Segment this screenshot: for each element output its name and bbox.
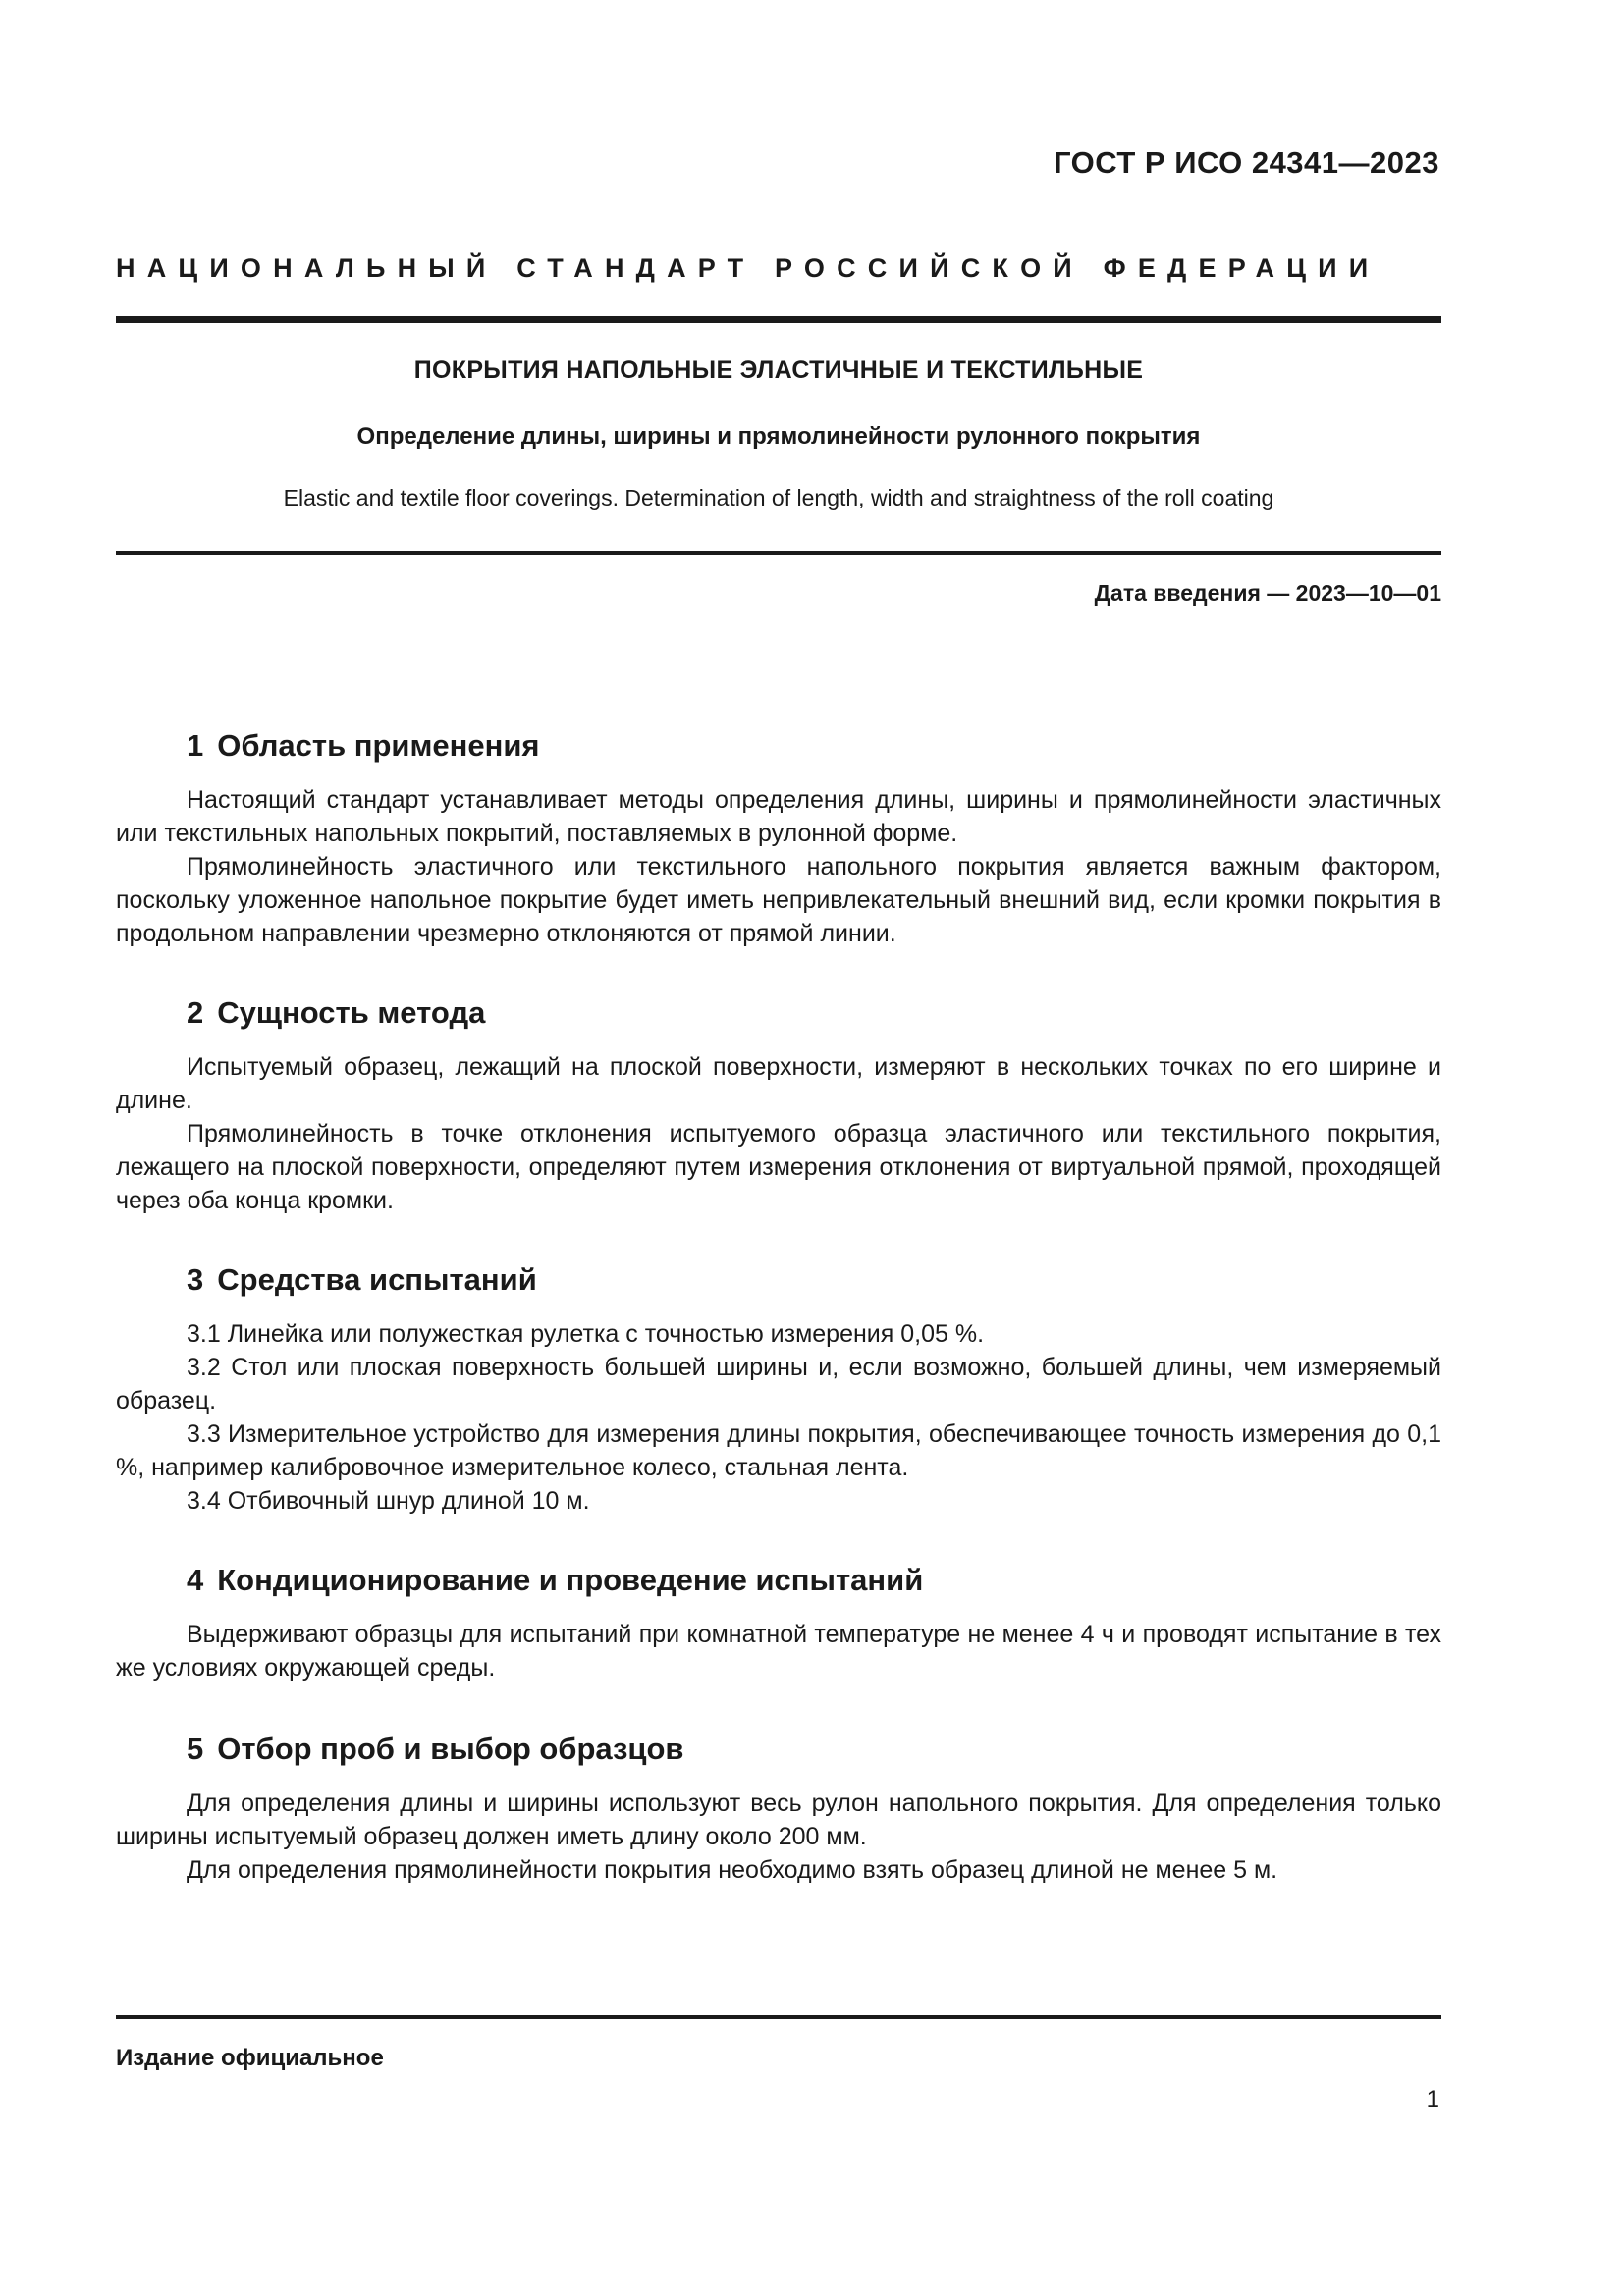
section-heading: 3 Средства испытаний <box>187 1262 537 1297</box>
section-heading: 5 Отбор проб и выбор образцов <box>187 1732 684 1766</box>
header-divider <box>116 551 1441 555</box>
introduction-date: Дата введения — 2023—10—01 <box>1094 580 1441 606</box>
section-heading: 1 Область применения <box>187 728 540 763</box>
national-standard-title: НАЦИОНАЛЬНЫЙ СТАНДАРТ РОССИЙСКОЙ ФЕДЕРАЦИИ <box>116 253 1380 283</box>
section-method-essence <box>116 993 1441 1217</box>
paragraph: Выдерживают образцы для испытаний при комнатной температуре не менее 4 ч и проводят испытание в тех же условиях окружающей среды. <box>116 1621 1441 1682</box>
section-test-equipment <box>116 1260 1441 1518</box>
section-conditioning <box>116 1561 1441 1684</box>
paragraph: Настоящий стандарт устанавливает методы определения длины, ширины и прямолинейности эластичных или текстильных напольных покрытий, поставляемых в рулонной форме. <box>116 786 1441 847</box>
standard-subtitle: Определение длины, ширины и прямолинейности рулонного покрытия <box>356 423 1201 450</box>
official-edition-label: Издание официальное <box>116 2045 384 2071</box>
paragraph: 3.3 Измерительное устройство для измерения длины покрытия, обеспечивающее точность измерения до 0,1 %, например калибровочное измерительное колесо, стальная лента. <box>116 1420 1441 1481</box>
document-number: ГОСТ Р ИСО 24341—2023 <box>1053 145 1439 180</box>
section-sampling <box>116 1730 1441 1887</box>
paragraph: Прямолинейность в точке отклонения испытуемого образца эластичного или текстильного покрытия, лежащего на плоской поверхности, определяют путем измерения отклонения от виртуальной прямой, проходящей через оба конца кромки. <box>116 1120 1441 1214</box>
footer-divider <box>116 2015 1441 2019</box>
section-heading: 4 Кондиционирование и проведение испытаний <box>187 1563 924 1597</box>
section-heading: 2 Сущность метода <box>187 995 486 1030</box>
paragraph: 3.2 Стол или плоская поверхность большей ширины и, если возможно, большей длины, чем измеряемый образец. <box>116 1354 1441 1415</box>
standard-main-title: ПОКРЫТИЯ НАПОЛЬНЫЕ ЭЛАСТИЧНЫЕ И ТЕКСТИЛЬНЫЕ <box>413 356 1144 384</box>
paragraph: Для определения прямолинейности покрытия необходимо взять образец длиной не менее 5 м. <box>187 1856 1278 1884</box>
paragraph: 3.4 Отбивочный шнур длиной 10 м. <box>187 1487 590 1515</box>
english-title: Elastic and textile floor coverings. Determination of length, width and straightness of the roll coating <box>283 485 1274 510</box>
section-scope <box>116 726 1441 950</box>
paragraph: Прямолинейность эластичного или текстильного напольного покрытия является важным фактором, поскольку уложенное напольное покрытие будет иметь непривлекательный внешний вид, если кромки покрытия в продольном направлении чрезмерно отклоняются от прямой линии. <box>116 853 1441 947</box>
paragraph: Для определения длины и ширины используют весь рулон напольного покрытия. Для определения только ширины испытуемый образец должен иметь длину около 200 мм. <box>116 1789 1441 1850</box>
page-number: 1 <box>1426 2086 1439 2112</box>
paragraph: 3.1 Линейка или полужесткая рулетка с точностью измерения 0,05 %. <box>187 1320 985 1348</box>
paragraph: Испытуемый образец, лежащий на плоской поверхности, измеряют в нескольких точках по его ширине и длине. <box>116 1053 1441 1114</box>
header-divider-thick <box>116 316 1441 323</box>
